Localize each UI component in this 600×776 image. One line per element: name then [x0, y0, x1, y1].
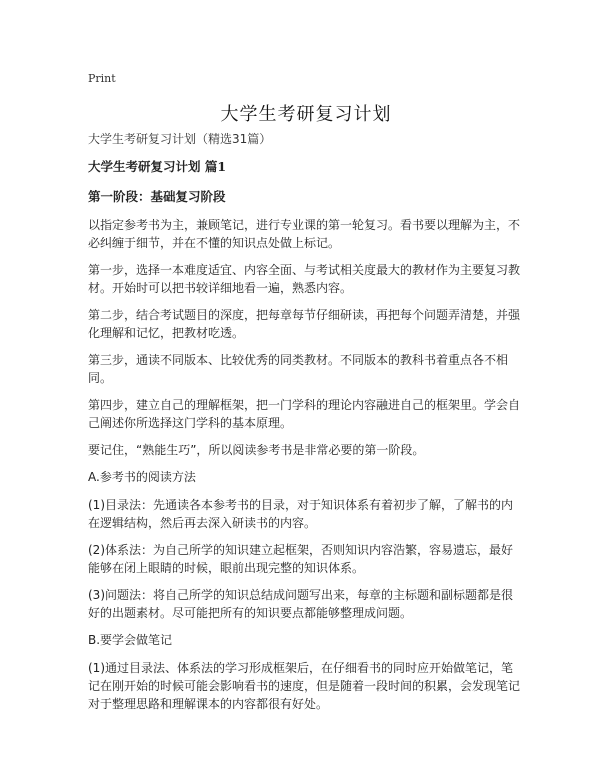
paragraph: (3)问题法：将自己所学的知识总结成问题写出来，每章的主标题和副标题都是很好的出题素材。尽可能把所有的知识要点都能够整理成问题。	[88, 588, 514, 620]
paragraph: (1)通过目录法、体系法的学习形成框架后，在仔细看书的同时应开始做笔记，笔记在刚开始的时候可能会影响看书的速度，但是随着一段时间的积累，会发现笔记对于整理思路和理解课本的内容都很有好处。	[88, 661, 521, 711]
paragraph: 要记住，“熟能生巧”，所以阅读参考书是非常必要的第一阶段。	[88, 443, 425, 457]
section-heading: 大学生考研复习计划 篇1	[88, 159, 227, 174]
subsection-label: B.要学会做笔记	[88, 633, 173, 647]
paragraph: (2)体系法：为自己所学的知识建立起框架，否则知识内容浩繁，容易遗忘，最好能够在闭上眼睛的时候，眼前出现完整的知识体系。	[88, 543, 514, 575]
paragraph: 第三步，通读不同版本、比较优秀的同类教材。不同版本的教科书着重点各不相同。	[88, 353, 509, 385]
paragraph: 第一步，选择一本难度适宜、内容全面、与考试相关度最大的教材作为主要复习教材。开始时可以把书较详细地看一遍，熟悉内容。	[88, 263, 521, 295]
paragraph: (1)目录法：先通读各本参考书的目录，对于知识体系有着初步了解，了解书的内在逻辑结构，然后再去深入研读书的内容。	[88, 498, 514, 530]
document-subtitle: 大学生考研复习计划（精选31篇）	[88, 132, 272, 146]
subsection-label: A.参考书的阅读方法	[88, 470, 196, 484]
paragraph: 第四步，建立自己的理解框架，把一门学科的理论内容融进自己的框架里。学会自己阐述你所选择这门学科的基本原理。	[88, 398, 521, 430]
print-link[interactable]: Print	[88, 72, 116, 85]
document-title: 大学生考研复习计划	[220, 104, 392, 125]
paragraph: 以指定参考书为主，兼顾笔记，进行专业课的第一轮复习。看书要以理解为主，不必纠缠于细节，并在不懂的知识点处做上标记。	[88, 218, 521, 250]
phase-heading: 第一阶段：基础复习阶段	[88, 189, 226, 204]
paragraph: 第二步，结合考试题目的深度，把每章每节仔细研读，再把每个问题弄清楚，并强化理解和记忆，把教材吃透。	[88, 308, 521, 340]
document-body	[88, 158, 524, 722]
